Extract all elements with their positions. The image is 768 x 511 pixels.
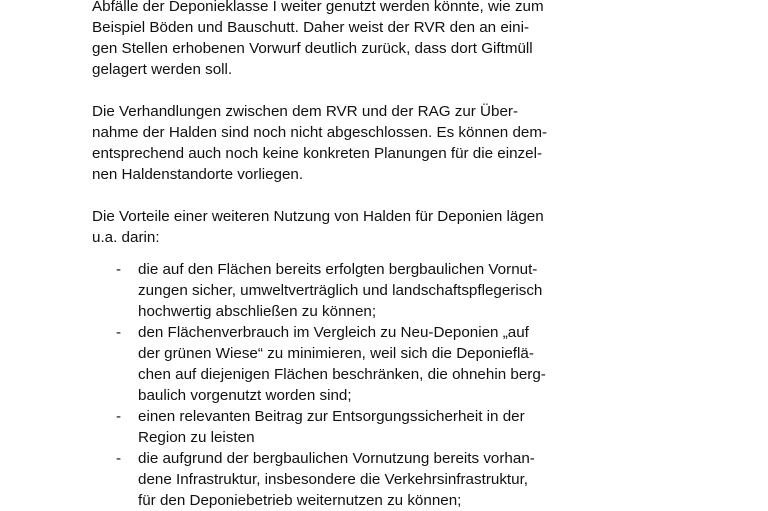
text-line: entsprechend auch noch keine konkreten Planungen für die einzel- bbox=[92, 145, 543, 162]
text-line: u.a. darin: bbox=[92, 229, 160, 246]
paragraph-negotiations bbox=[92, 101, 692, 185]
text-line: gelagert werden soll. bbox=[92, 61, 233, 78]
text-line: dene Infrastruktur, insbesondere die Verkehrsinfrastruktur, bbox=[138, 471, 529, 488]
list-bullet: - bbox=[116, 324, 122, 341]
text-line: die auf den Flächen bereits erfolgten bergbaulichen Vornut- bbox=[138, 261, 538, 278]
text-line: der grünen Wiese“ zu minimieren, weil sich die Deponieflä- bbox=[138, 345, 534, 362]
text-line: für den Deponiebetrieb weiternutzen zu können; bbox=[138, 492, 462, 509]
text-line: Die Vorteile einer weiteren Nutzung von Halden für Deponien lägen bbox=[92, 208, 544, 225]
text-line: Abfälle der Deponieklasse I weiter genutzt werden könnte, wie zum bbox=[92, 0, 544, 15]
text-line: die aufgrund der bergbaulichen Vornutzung bereits vorhan- bbox=[138, 450, 535, 467]
text-line: chen auf diejenigen Flächen beschränken, die ohnehin berg- bbox=[138, 366, 546, 383]
text-line: baulich vorgenutzt worden sind; bbox=[138, 387, 352, 404]
paragraph-spacer bbox=[92, 80, 692, 101]
text-line: nahme der Halden sind noch nicht abgeschlossen. Es können dem- bbox=[92, 124, 548, 141]
list-bullet: - bbox=[116, 450, 122, 467]
text-line: zungen sicher, umweltverträglich und landschaftspflegerisch bbox=[138, 282, 543, 299]
text-line: hochwertig abschließen zu können; bbox=[138, 303, 377, 320]
text-line: den Flächenverbrauch im Vergleich zu Neu-Deponien „auf bbox=[138, 324, 529, 341]
text-line: einen relevanten Beitrag zur Entsorgungssicherheit in der bbox=[138, 408, 525, 425]
text-line: gen Stellen erhobenen Vorwurf deutlich zurück, dass dort Giftmüll bbox=[92, 40, 533, 57]
list-bullet: - bbox=[116, 261, 122, 278]
text-line: Beispiel Böden und Bauschutt. Daher weist der RVR den an eini- bbox=[92, 19, 530, 36]
paragraph-landfill-materials bbox=[92, 0, 692, 80]
text-line: Die Verhandlungen zwischen dem RVR und der RAG zur Über- bbox=[92, 103, 519, 120]
list-bullet: - bbox=[116, 408, 122, 425]
list-item bbox=[92, 406, 692, 448]
text-line: nen Haldenstandorte vorliegen. bbox=[92, 166, 304, 183]
paragraph-spacer bbox=[92, 185, 692, 206]
paragraph-advantages-intro bbox=[92, 206, 692, 248]
advantages-list bbox=[92, 259, 692, 511]
document-page bbox=[92, 0, 692, 511]
list-item bbox=[92, 322, 692, 406]
list-item bbox=[92, 259, 692, 322]
text-line: Region zu leisten bbox=[138, 429, 255, 446]
